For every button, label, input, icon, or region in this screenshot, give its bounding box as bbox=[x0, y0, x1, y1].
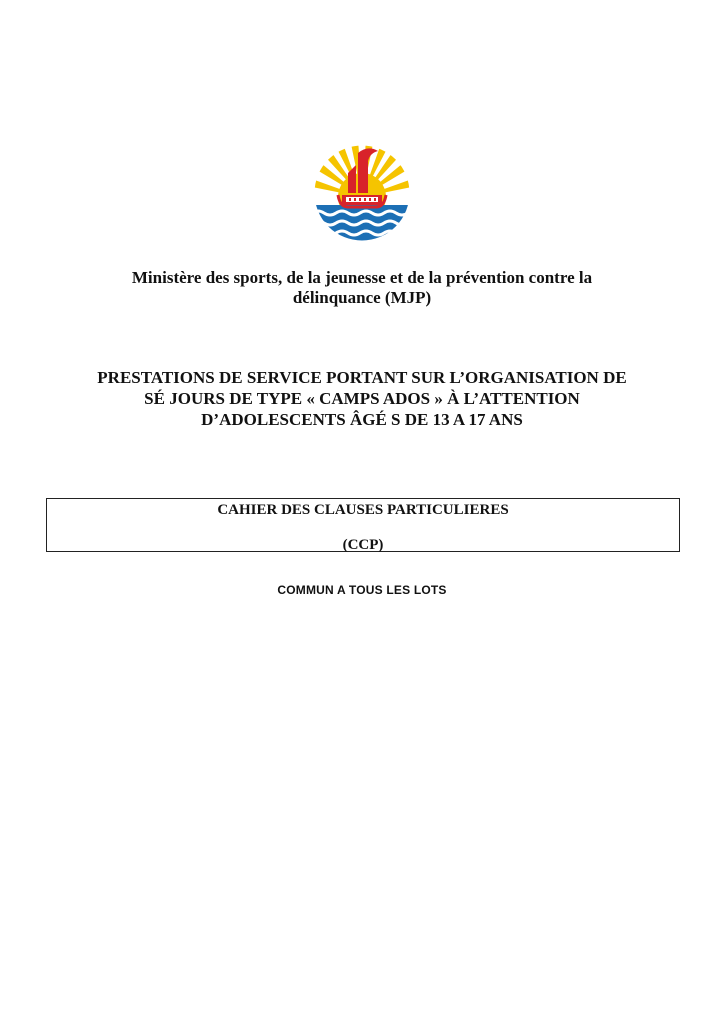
title-line-3: D’ADOLESCENTS ÂGÉ S DE 13 A 17 ANS bbox=[201, 410, 523, 429]
title-line-1: PRESTATIONS DE SERVICE PORTANT SUR L’ORGANISATION DE bbox=[97, 368, 627, 387]
ministry-name bbox=[60, 268, 664, 308]
document-type-box bbox=[46, 498, 680, 552]
ministry-line-2: délinquance (MJP) bbox=[292, 288, 432, 307]
scope-label: COMMUN A TOUS LES LOTS bbox=[277, 583, 447, 597]
title-line-2: SÉ JOURS DE TYPE « CAMPS ADOS » À L’ATTENTION bbox=[144, 389, 580, 408]
document-type-acronym: (CCP) bbox=[342, 537, 384, 553]
document-type-name: CAHIER DES CLAUSES PARTICULIERES bbox=[217, 502, 509, 518]
document-title bbox=[40, 367, 684, 430]
ministry-line-1: Ministère des sports, de la jeunesse et de la prévention contre la bbox=[131, 268, 593, 287]
french-polynesia-coat-of-arms-icon bbox=[312, 143, 412, 243]
